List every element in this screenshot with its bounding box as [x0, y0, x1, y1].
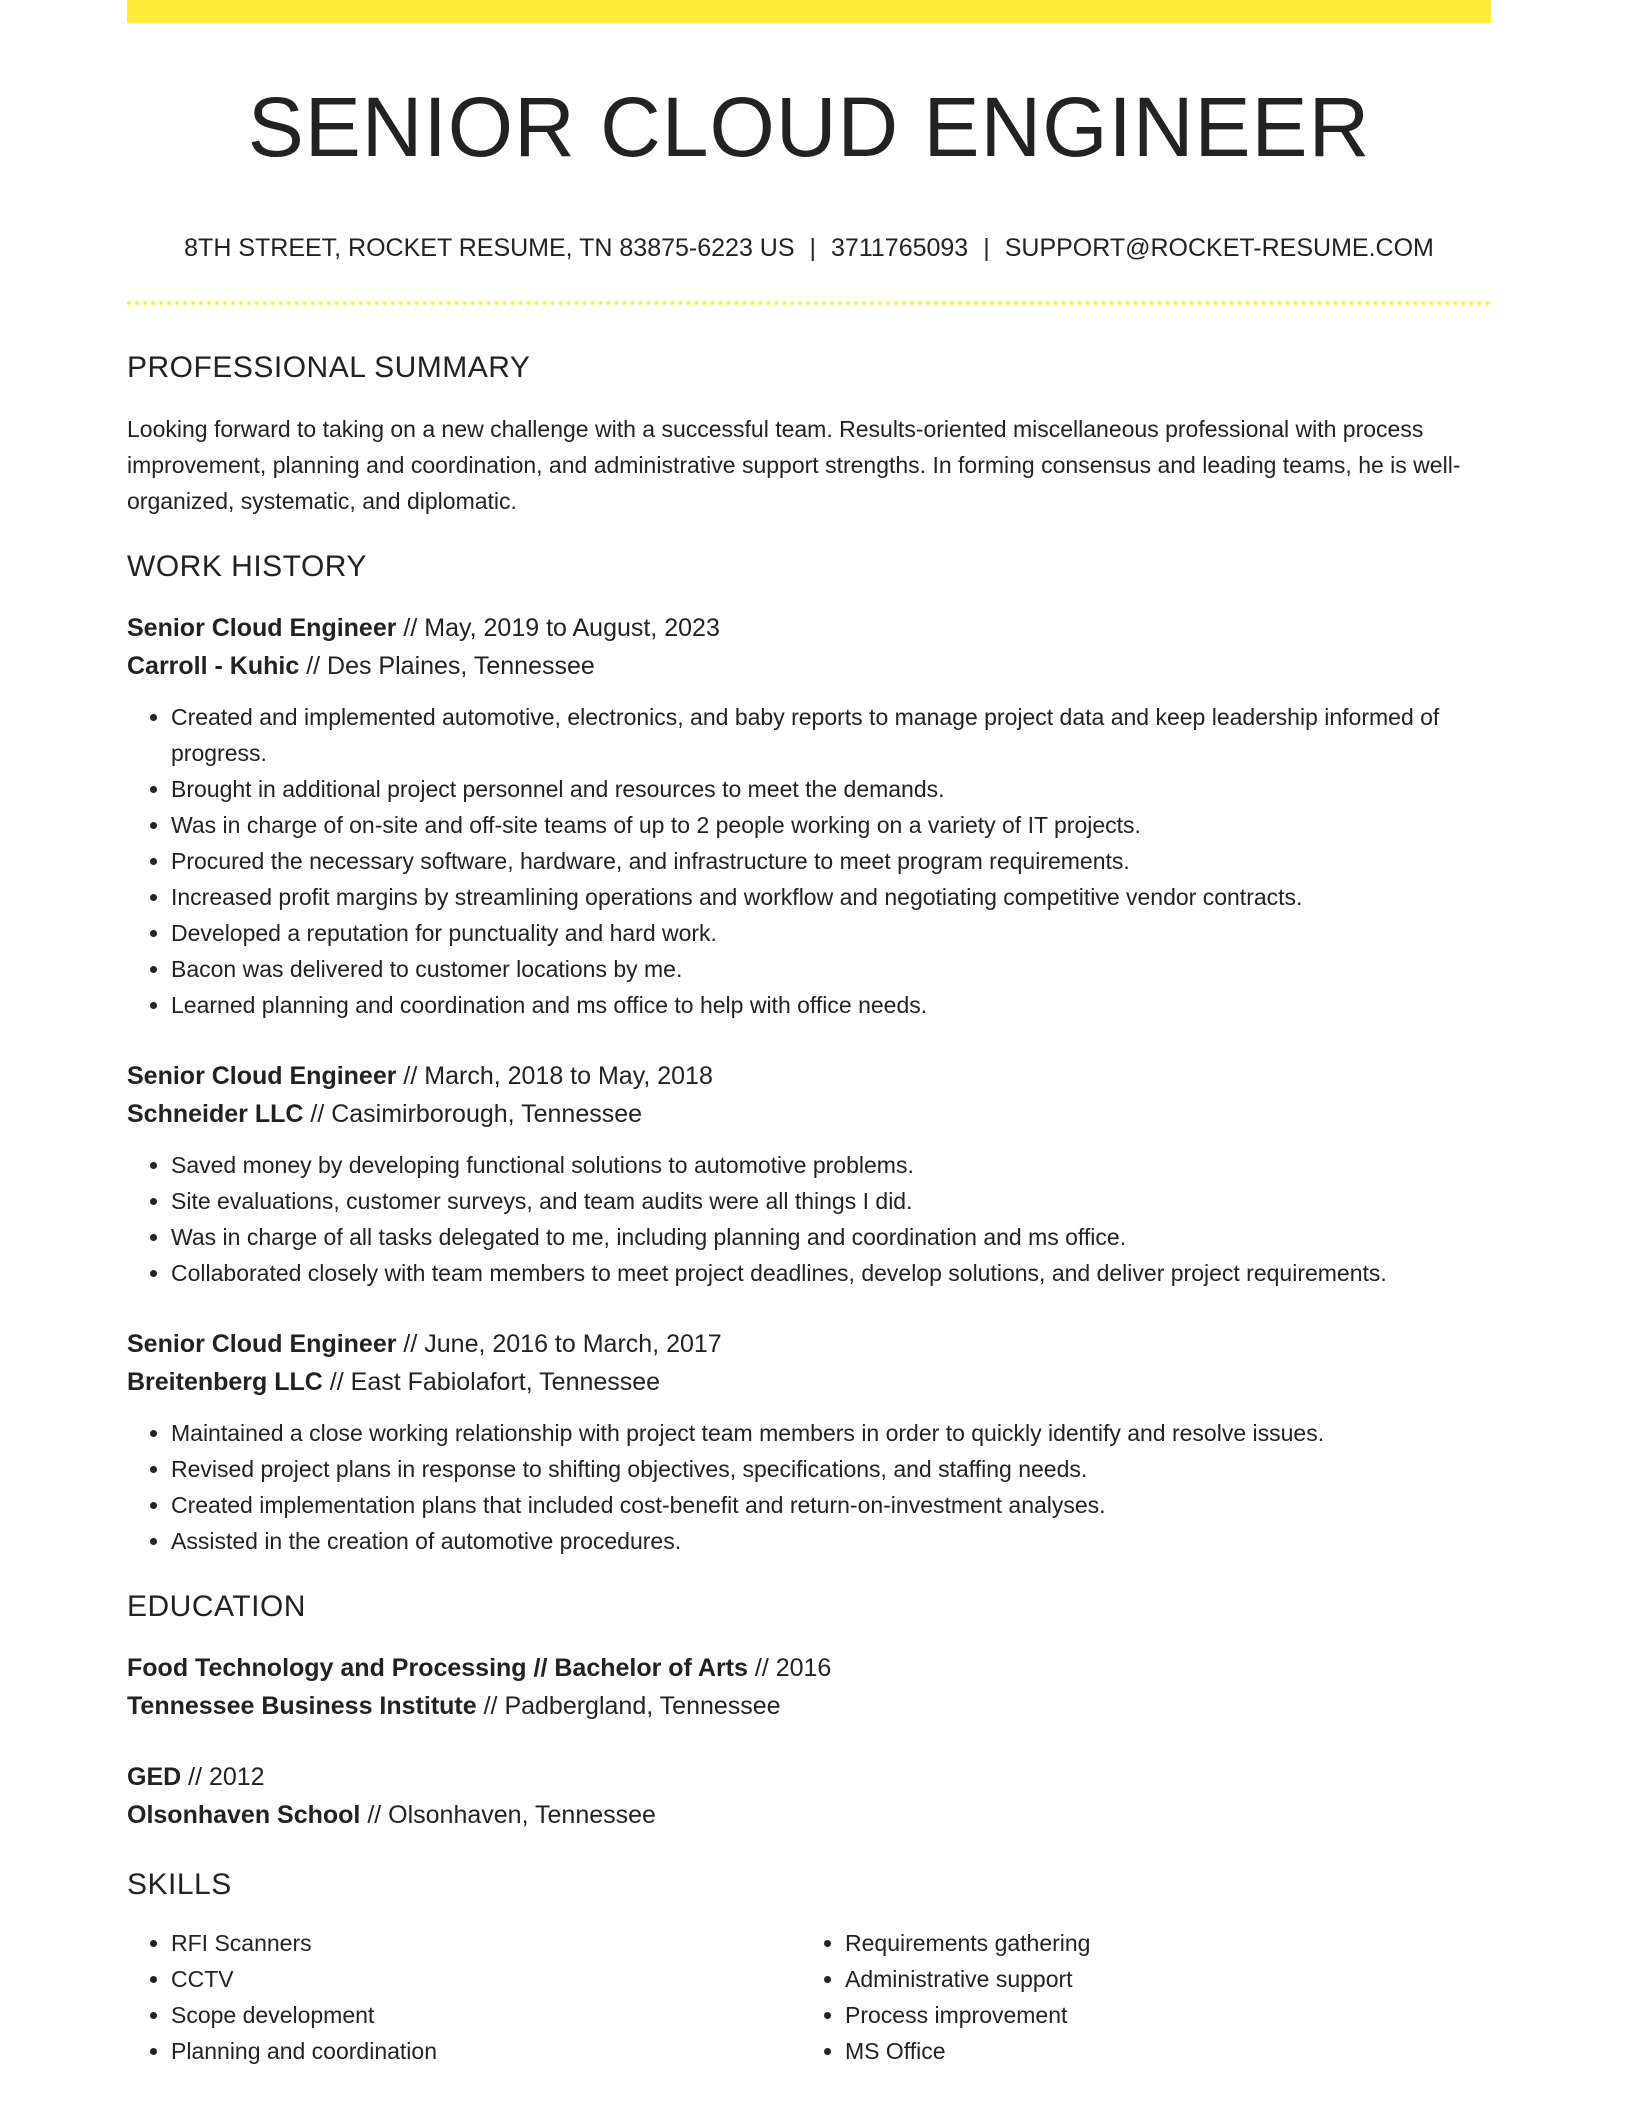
job-company: Breitenberg LLC [127, 1368, 323, 1396]
job-dates: // June, 2016 to March, 2017 [396, 1330, 722, 1358]
job-bullet: • Revised project plans in response to shifting objectives, specifications, and staffing needs. [171, 1451, 1491, 1487]
job-bullet: • Site evaluations, customer surveys, and team audits were all things I did. [171, 1183, 1491, 1219]
job-bullet: • Was in charge of on-site and off-site teams of up to 2 people working on a variety of IT projects. [171, 807, 1491, 843]
job-location: // East Fabiolafort, Tennessee [322, 1368, 661, 1396]
job-role: Senior Cloud Engineer [127, 1062, 397, 1090]
education-entry [127, 1758, 1491, 1834]
contact-separator: | [809, 234, 817, 262]
job-entry [127, 1057, 1491, 1291]
job-title-line [127, 1057, 1491, 1095]
job-company-line [127, 1095, 1491, 1133]
job-bullet: • Maintained a close working relationship with project team members in order to quickly identify and resolve issues. [171, 1415, 1491, 1451]
job-entry [127, 609, 1491, 1023]
summary-heading: PROFESSIONAL SUMMARY [127, 351, 531, 384]
job-bullets [127, 1147, 1491, 1291]
job-bullet: • Saved money by developing functional solutions to automotive problems. [171, 1147, 1491, 1183]
skill-item: • Scope development [171, 1997, 801, 2033]
job-title-line [127, 1325, 1491, 1363]
resume-name: SENIOR CLOUD ENGINEER [247, 80, 1371, 174]
skill-item: • Planning and coordination [171, 2033, 801, 2069]
job-bullet: • Bacon was delivered to customer locations by me. [171, 951, 1491, 987]
job-company-line [127, 1363, 1491, 1401]
contact-address: 8TH STREET, ROCKET RESUME, TN 83875-6223 US [184, 234, 795, 262]
job-location: // Casimirborough, Tennessee [303, 1100, 643, 1128]
job-title-line [127, 609, 1491, 647]
job-bullet: • Was in charge of all tasks delegated to me, including planning and coordination and ms office. [171, 1219, 1491, 1255]
education-school: Tennessee Business Institute [127, 1692, 477, 1720]
contact-email: SUPPORT@ROCKET-RESUME.COM [1004, 234, 1434, 262]
skill-item: • Process improvement [845, 1997, 1475, 2033]
job-role: Senior Cloud Engineer [127, 614, 397, 642]
job-entry [127, 1325, 1491, 1559]
education-degree: GED [127, 1763, 182, 1791]
job-bullets [127, 699, 1491, 1023]
education-school: Olsonhaven School [127, 1801, 361, 1829]
job-role: Senior Cloud Engineer [127, 1330, 397, 1358]
job-bullet: • Created and implemented automotive, electronics, and baby reports to manage project data and keep leadership informed of progress. [171, 699, 1491, 771]
skill-item: • CCTV [171, 1961, 801, 1997]
education-section [127, 1589, 1491, 1834]
job-company: Carroll - Kuhic [127, 652, 300, 680]
skills-columns [127, 1925, 1491, 2069]
education-degree-line [127, 1758, 1491, 1796]
job-bullet: • Procured the necessary software, hardware, and infrastructure to meet program requirements. [171, 843, 1491, 879]
job-bullet: • Brought in additional project personnel and resources to meet the demands. [171, 771, 1491, 807]
skills-right-column [801, 1925, 1475, 2069]
education-year: // 2012 [181, 1763, 265, 1791]
resume-content [127, 0, 1491, 2069]
job-bullet: • Collaborated closely with team members to meet project deadlines, develop solutions, and deliver project requirements. [171, 1255, 1491, 1291]
job-company: Schneider LLC [127, 1100, 304, 1128]
education-heading: EDUCATION [127, 1590, 306, 1623]
job-dates: // March, 2018 to May, 2018 [396, 1062, 713, 1090]
job-location: // Des Plaines, Tennessee [299, 652, 595, 680]
summary-text: Looking forward to taking on a new challenge with a successful team. Results-oriented miscellaneous professional with process improvement, planning and coordination, and administrative support strengths. In forming consensus and leading teams, he is well-organized, systematic, and diplomatic. [127, 416, 1461, 514]
job-bullet: • Assisted in the creation of automotive procedures. [171, 1523, 1491, 1559]
education-school-line [127, 1796, 1491, 1834]
education-year: // 2016 [747, 1654, 832, 1682]
job-bullet: • Developed a reputation for punctuality and hard work. [171, 915, 1491, 951]
education-degree: Food Technology and Processing // Bachelor of Arts [127, 1654, 748, 1682]
skill-item: • Administrative support [845, 1961, 1475, 1997]
job-bullets [127, 1415, 1491, 1559]
work-history-heading: WORK HISTORY [127, 550, 367, 583]
contact-phone: 3711765093 [831, 234, 969, 262]
contact-line [127, 233, 1491, 263]
job-dates: // May, 2019 to August, 2023 [396, 614, 720, 642]
skills-section [127, 1867, 1491, 2069]
work-history-section [127, 549, 1491, 1559]
skills-heading: SKILLS [127, 1868, 232, 1901]
education-location: // Olsonhaven, Tennessee [360, 1801, 656, 1829]
dotted-divider [127, 301, 1491, 305]
education-entry [127, 1649, 1491, 1725]
job-bullet: • Created implementation plans that included cost-benefit and return-on-investment analyses. [171, 1487, 1491, 1523]
skill-item: • Requirements gathering [845, 1925, 1475, 1961]
skill-item: • MS Office [845, 2033, 1475, 2069]
education-school-line [127, 1687, 1491, 1725]
education-degree-line [127, 1649, 1491, 1687]
summary-section [127, 350, 1491, 519]
job-bullet: • Learned planning and coordination and ms office to help with office needs. [171, 987, 1491, 1023]
education-location: // Padbergland, Tennessee [476, 1692, 781, 1720]
skill-item: • RFI Scanners [171, 1925, 801, 1961]
skills-left-column [127, 1925, 801, 2069]
contact-separator: | [983, 234, 990, 262]
job-bullet: • Increased profit margins by streamlining operations and workflow and negotiating competitive vendor contracts. [171, 879, 1491, 915]
job-company-line [127, 647, 1491, 685]
accent-top-bar [127, 0, 1491, 23]
